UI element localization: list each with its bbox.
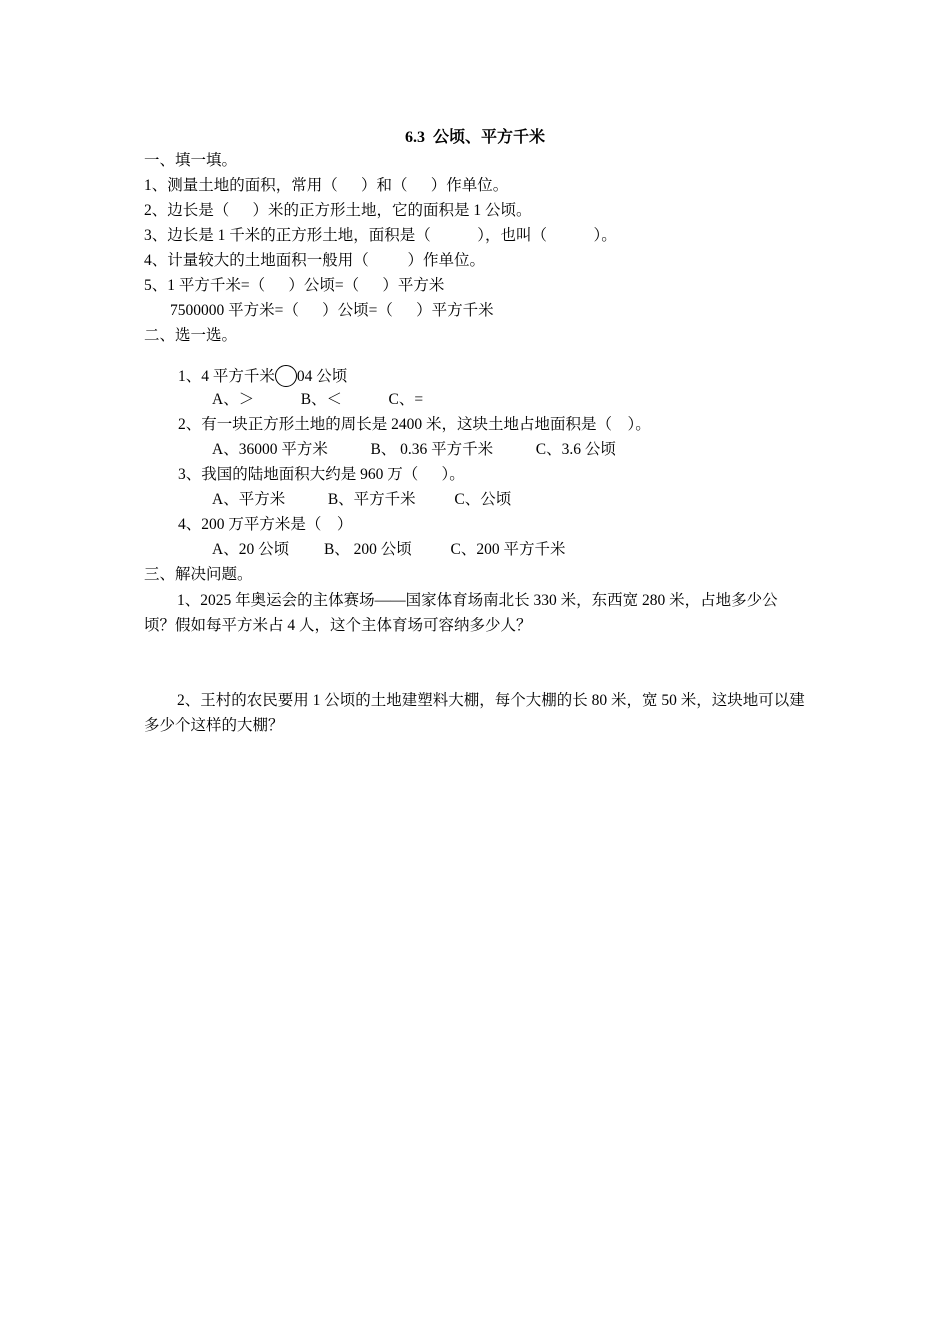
problem-2: 2、王村的农民要用 1 公顷的土地建塑料大棚，每个大棚的长 80 米，宽 50 米，这块地可以建多少个这样的大棚？ (144, 692, 805, 734)
choice-q1-suffix: 04 公顷 (296, 368, 348, 385)
section-3-heading: 三、解决问题。 (144, 566, 253, 583)
choice-q4: 4、200 万平方米是（ ） (178, 516, 353, 533)
fill-item-5: 5、1 平方千米=（ ）公顷=（ ）平方米 (144, 277, 445, 294)
fill-item-1: 1、测量土地的面积，常用（ ）和（ ）作单位。 (144, 177, 509, 194)
fill-item-3: 3、边长是 1 千米的正方形土地，面积是（ ），也叫（ ）。 (144, 227, 617, 244)
fill-item-2: 2、边长是（ ）米的正方形土地，它的面积是 1 公顷。 (144, 202, 532, 219)
section-1-heading: 一、填一填。 (144, 152, 238, 169)
choice-q3: 3、我国的陆地面积大约是 960 万（ ）。 (178, 466, 465, 483)
choice-q1-options: A、＞ B、＜ C、= (212, 391, 424, 408)
choice-q1 (178, 365, 347, 387)
choice-q1-prefix: 1、4 平方千米 (178, 368, 275, 385)
choice-q2-options: A、36000 平方米 B、 0.36 平方千米 C、3.6 公顷 (212, 441, 616, 458)
page-title: 6.3 公顷、平方千米 (404, 129, 545, 146)
fill-item-5b: 7500000 平方米=（ ）公顷=（ ）平方千米 (170, 302, 494, 319)
fill-item-4: 4、计量较大的土地面积一般用（ ）作单位。 (144, 252, 486, 269)
choice-q3-options: A、平方米 B、平方千米 C、公顷 (212, 491, 512, 508)
compare-circle-icon (275, 365, 297, 387)
choice-q2: 2、有一块正方形土地的周长是 2400 米，这块土地占地面积是（ ）。 (178, 416, 651, 433)
section-2-heading: 二、选一选。 (144, 327, 238, 344)
problem-1: 1、2025 年奥运会的主体赛场——国家体育场南北长 330 米，东西宽 280 米，占地多少公顷？假如每平方米占 4 人，这个主体育场可容纳多少人？ (144, 592, 778, 634)
choice-q4-options: A、20 公顷 B、 200 公顷 C、200 平方千米 (212, 541, 566, 558)
